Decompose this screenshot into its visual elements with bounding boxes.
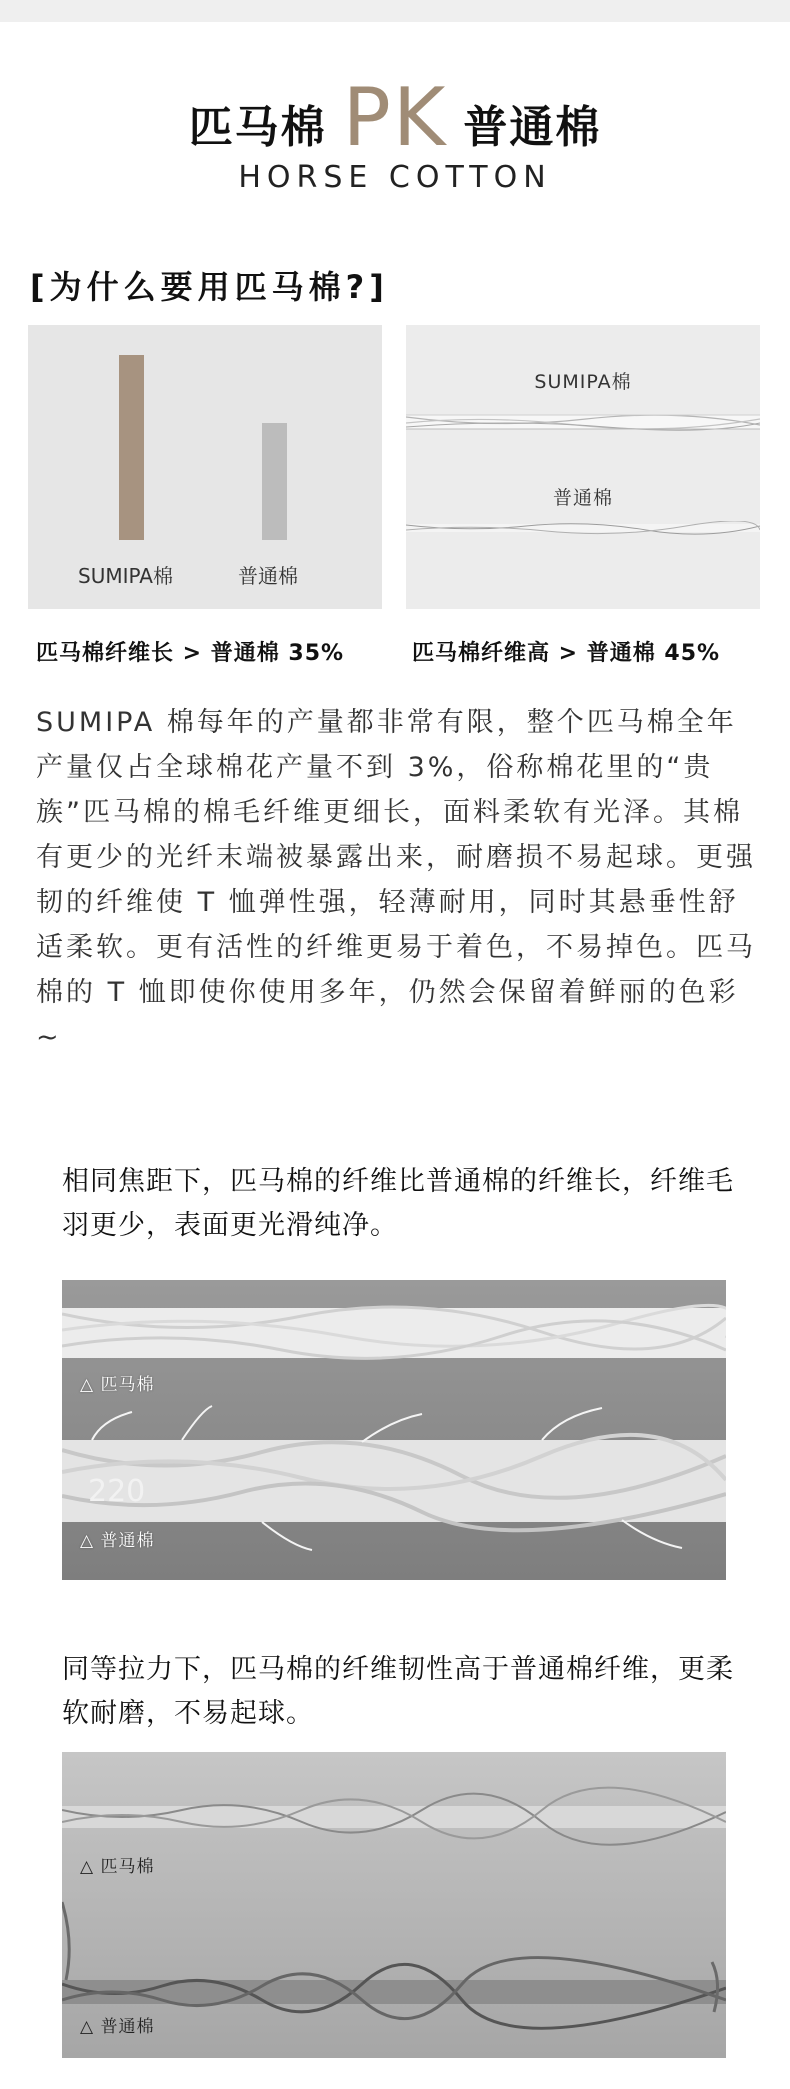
page-title [0,68,790,164]
photo1-label-bottom: △ 普通棉 [80,1531,155,1551]
fiber-strength-panel [406,325,760,609]
page-subtitle: HORSE COTTON [238,160,552,195]
fiber-bottom-label: 普通棉 [552,487,613,509]
comparison-length: 匹马棉纤维长 > 普通棉 35% [36,641,345,666]
photo1-label-top: △ 匹马棉 [80,1375,155,1395]
title-left: 匹马棉 [188,102,327,153]
fiber-photo-graphic [62,1280,726,1580]
title-right: 普通棉 [463,102,602,153]
tension-comparison-photo [62,1752,726,2058]
fiber-normal-strand [406,521,760,535]
bar-sumipa-label: SUMIPA棉 [78,564,173,588]
focal-comparison-photo [62,1280,726,1580]
fiber-sumipa-strand [406,411,760,433]
bar-normal-label: 普通棉 [238,564,298,588]
top-strip [0,0,790,22]
focal-caption: 相同焦距下，匹马棉的纤维比普通棉的纤维长，纤维毛羽更少，表面更光滑纯净。 [62,1166,734,1241]
fiber-length-panel [28,325,382,609]
photo1-number: 220 [88,1474,146,1509]
photo2-label-top: △ 匹马棉 [80,1857,155,1877]
section-question: [为什么要用匹马棉?] [30,268,389,306]
description-paragraph: SUMIPA 棉每年的产量都非常有限，整个匹马棉全年产量仅占全球棉花产量不到 3%，俗称棉花里的“贵族”匹马棉的棉毛纤维更细长，面料柔软有光泽。其棉有更少的光纤末端被暴露出来，耐磨损不易起球。更强韧的纤维使 T 恤弹性强，轻薄耐用，同时其悬垂性舒适柔软。更有活性的纤维更易于着色，不易掉色。匹马棉的 T 恤即使你使用多年，仍然会保留着鲜丽的色彩 ~ [36,707,756,1053]
comparison-strength: 匹马棉纤维高 > 普通棉 45% [412,641,721,666]
tension-caption: 同等拉力下，匹马棉的纤维韧性高于普通棉纤维，更柔软耐磨，不易起球。 [62,1654,734,1729]
fiber-top-label: SUMIPA棉 [534,371,632,393]
title-pk: PK [342,71,448,164]
bar-normal [262,423,287,540]
photo2-label-bottom: △ 普通棉 [80,2017,155,2037]
bar-sumipa [119,355,144,540]
tension-photo-graphic [62,1752,726,2058]
